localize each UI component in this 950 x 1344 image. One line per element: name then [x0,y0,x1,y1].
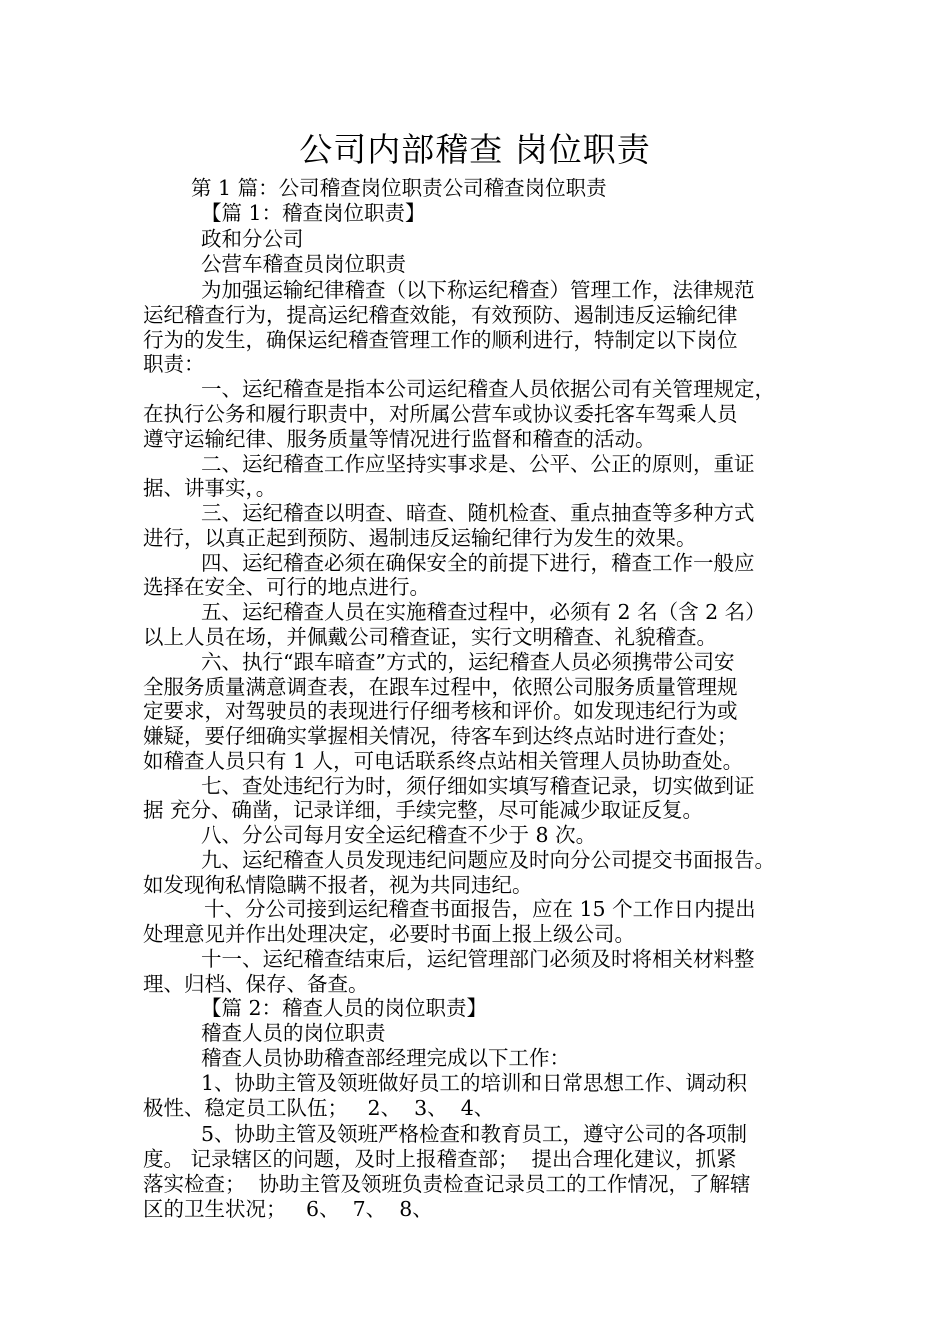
line-16: 选择在安全、可行的地点进行。 [143,575,430,599]
line-34: 稽查人员的岗位职责 [201,1021,386,1045]
line-33: 【篇 2：稽查人员的岗位职责】 [201,996,488,1020]
document-title: 公司内部稽查 岗位职责 [299,130,651,169]
line-21: 定要求，对驾驶员的表现进行仔细考核和评价。如发现违纪行为或 [143,699,738,723]
line-22: 嫌疑，要仔细确实掌握相关情况，待客车到达终点站时进行查处； [143,724,738,748]
line-11: 二、运纪稽查工作应坚持实事求是、公平、公正的原则，重证 [201,452,755,476]
line-32: 理、归档、保存、备查。 [143,972,369,996]
line-37: 极性、稳定员工队伍； 2、 3、 4、 [143,1096,495,1120]
line-13: 三、运纪稽查以明查、暗查、随机检查、重点抽查等多种方式 [201,501,755,525]
line-5: 运纪稽查行为，提高运纪稽查效能，有效预防、遏制违反运输纪律 [143,303,738,327]
line-38: 5、协助主管及领班严格检查和教育员工，遵守公司的各项制 [201,1122,748,1146]
line-7: 职责： [143,352,205,376]
line-1: 【篇 1：稽查岗位职责】 [201,201,426,225]
line-4: 为加强运输纪律稽查（以下称运纪稽查）管理工作，法律规范 [201,278,755,302]
line-12: 据、讲事实，。 [143,476,277,500]
line-15: 四、运纪稽查必须在确保安全的前提下进行，稽查工作一般应 [201,551,755,575]
line-9: 在执行公务和履行职责中，对所属公营车或协议委托客车驾乘人员 [143,402,738,426]
line-39: 度。 记录辖区的问题，及时上报稽查部； 提出合理化建议，抓紧 [143,1147,737,1171]
line-24: 七、查处违纪行为时，须仔细如实填写稽查记录，切实做到证 [201,774,755,798]
line-30: 处理意见并作出处理决定，必要时书面上报上级公司。 [143,922,635,946]
line-6: 行为的发生，确保运纪稽查管理工作的顺利进行，特制定以下岗位 [143,328,738,352]
line-40: 落实检查； 协助主管及领班负责检查记录员工的工作情况，了解辖 [143,1172,751,1196]
line-31: 十一、运纪稽查结束后，运纪管理部门必须及时将相关材料整 [201,947,755,971]
line-29: 十、分公司接到运纪稽查书面报告，应在 15 个工作日内提出 [204,897,756,921]
line-0: 第 1 篇：公司稽查岗位职责公司稽查岗位职责 [191,176,607,200]
line-14: 进行，以真正起到预防、遏制违反运输纪律行为发生的效果。 [143,526,697,550]
line-18: 以上人员在场，并佩戴公司稽查证，实行文明稽查、礼貌稽查。 [143,625,717,649]
line-20: 全服务质量满意调查表，在跟车过程中，依照公司服务质量管理规 [143,675,738,699]
line-3: 公营车稽查员岗位职责 [201,252,406,276]
line-35: 稽查人员协助稽查部经理完成以下工作： [201,1046,570,1070]
line-19: 六、执行“跟车暗查”方式的，运纪稽查人员必须携带公司安 [201,650,735,674]
line-10: 遵守运输纪律、服务质量等情况进行监督和稽查的活动。 [143,427,656,451]
line-28: 如发现徇私情隐瞒不报者，视为共同违纪。 [143,873,533,897]
line-2: 政和分公司 [201,227,304,251]
line-8: 一、运纪稽查是指本公司运纪稽查人员依据公司有关管理规定， [201,377,775,401]
line-23: 如稽查人员只有 1 人，可电话联系终点站相关管理人员协助查处。 [143,749,744,773]
line-36: 1、协助主管及领班做好员工的培训和日常思想工作、调动积 [201,1071,748,1095]
line-25: 据 充分、确凿，记录详细，手续完整，尽可能减少取证反复。 [143,798,704,822]
line-17: 五、运纪稽查人员在实施稽查过程中，必须有 2 名（含 2 名） [201,600,766,624]
line-26: 八、分公司每月安全运纪稽查不少于 8 次。 [201,823,597,847]
line-41: 区的卫生状况； 6、 7、 8、 [143,1197,433,1221]
line-27: 九、运纪稽查人员发现违纪问题应及时向分公司提交书面报告。 [201,848,775,872]
